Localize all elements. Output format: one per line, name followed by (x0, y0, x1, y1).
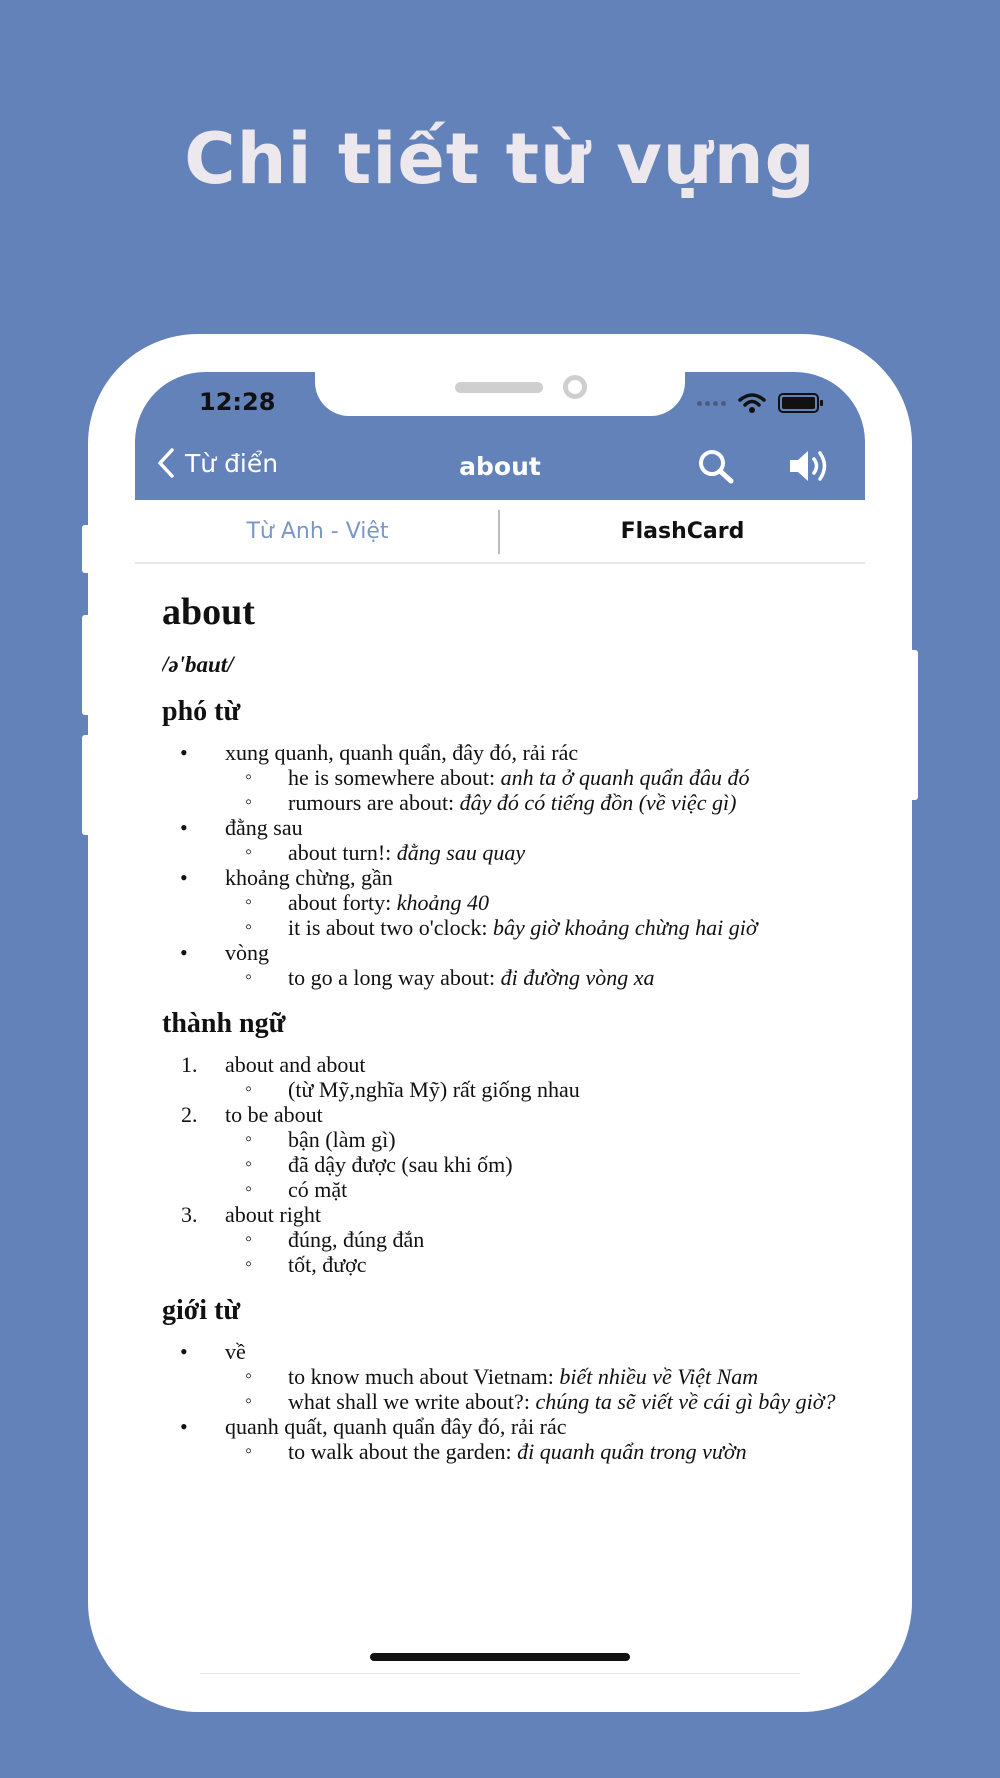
front-camera (563, 375, 587, 399)
example-en: about turn!: (288, 840, 397, 865)
sense-meaning: khoảng chừng, gần (225, 865, 393, 890)
navigation-bar (135, 434, 865, 500)
idiom-phrase: about and about (225, 1052, 366, 1077)
example-vi: đi đường vòng xa (500, 965, 655, 990)
app-screen (135, 372, 865, 1654)
idiom-meaning: ◦ tốt, được (225, 1252, 852, 1277)
pronounce-button[interactable] (787, 446, 833, 490)
example-item (225, 1439, 852, 1464)
example-en: to walk about the garden: (288, 1439, 518, 1464)
example-en: what shall we write about?: (288, 1389, 536, 1414)
example-vi: khoảng 40 (396, 890, 490, 915)
example-vi: đằng sau quay (396, 840, 526, 865)
speaker-grille (455, 382, 543, 393)
section-heading: phó từ (162, 696, 241, 727)
idiom-meaning: ◦ đã dậy được (sau khi ốm) (225, 1152, 852, 1177)
example-item (225, 1389, 852, 1414)
example-vi: đây đó có tiếng đồn (về việc gì) (459, 790, 737, 815)
idiom-number: 2. (181, 1102, 198, 1127)
back-label: Từ điển (185, 448, 279, 478)
entry-pronunciation: /ə'baut/ (162, 652, 234, 677)
example-en: to know much about Vietnam: (288, 1364, 560, 1389)
example-item (225, 840, 852, 865)
idiom-item (162, 1202, 852, 1277)
home-indicator[interactable] (370, 1653, 630, 1661)
example-en: he is somewhere about: (288, 765, 501, 790)
battery-icon (778, 392, 824, 414)
sense-meaning: về (225, 1339, 246, 1364)
sense-meaning: vòng (225, 940, 269, 965)
idiom-phrase: to be about (225, 1102, 323, 1127)
signal-icon (697, 401, 726, 406)
example-en: to go a long way about: (288, 965, 501, 990)
example-item (225, 790, 852, 815)
sense-list (162, 1339, 852, 1464)
idiom-meaning: ◦ bận (làm gì) (225, 1127, 852, 1152)
sense-item (162, 940, 852, 990)
example-vi: anh ta ở quanh quẩn đâu đó (500, 765, 750, 790)
example-item (225, 965, 852, 990)
example-item (225, 1364, 852, 1389)
phone-notch (315, 372, 685, 416)
status-icons (697, 390, 824, 416)
sense-item (162, 865, 852, 940)
definition-content[interactable] (162, 564, 852, 1604)
idiom-phrase: about right (225, 1202, 321, 1227)
tab-divider (498, 510, 500, 554)
top-bar (135, 372, 865, 500)
sense-item (162, 1339, 852, 1414)
example-en: rumours are about: (288, 790, 460, 815)
example-en: about forty: (288, 890, 397, 915)
idiom-meaning: ◦ (từ Mỹ,nghĩa Mỹ) rất giống nhau (225, 1077, 852, 1102)
nav-title-text: about (459, 452, 541, 481)
tab-en-vi[interactable]: Từ Anh - Việt (246, 518, 389, 544)
sense-list (162, 740, 852, 990)
example-en: it is about two o'clock: (288, 915, 493, 940)
promo-title: Chi tiết từ vựng (184, 118, 816, 200)
speaker-icon (787, 446, 833, 486)
example-vi: chúng ta sẽ viết về cái gì bây giờ? (535, 1389, 836, 1414)
sense-item (162, 815, 852, 865)
sense-item (162, 740, 852, 815)
entry-word: about (162, 591, 255, 633)
idiom-number: 3. (181, 1202, 198, 1227)
example-vi: đi quanh quẩn trong vườn (517, 1439, 747, 1464)
sense-meaning: quanh quất, quanh quẩn đây đó, rải rác (225, 1414, 567, 1439)
sense-meaning: xung quanh, quanh quẩn, đây đó, rải rác (225, 740, 579, 765)
example-item (225, 915, 852, 940)
chevron-left-icon (155, 446, 177, 480)
tab-flashcard[interactable]: FlashCard (620, 518, 745, 544)
status-time: 12:28 (199, 388, 276, 416)
sense-meaning: đằng sau (225, 815, 303, 840)
section-heading: giới từ (162, 1295, 241, 1326)
idiom-item (162, 1102, 852, 1202)
example-vi: bây giờ khoảng chừng hai giờ (493, 915, 758, 940)
example-item (225, 890, 852, 915)
idiom-meaning: ◦ có mặt (225, 1177, 852, 1202)
bottom-divider (200, 1673, 800, 1674)
example-vi: biết nhiều về Việt Nam (559, 1364, 759, 1389)
phone-frame (88, 334, 912, 1712)
tab-bar (135, 500, 865, 564)
idiom-list (162, 1052, 852, 1277)
idiom-meaning: ◦ đúng, đúng đắn (225, 1227, 852, 1252)
sense-item (162, 1414, 852, 1464)
example-item (225, 765, 852, 790)
wifi-icon (738, 392, 766, 414)
search-icon (697, 448, 735, 484)
section-heading: thành ngữ (162, 1008, 286, 1039)
idiom-number: 1. (181, 1052, 198, 1077)
search-button[interactable] (697, 448, 735, 488)
idiom-item (162, 1052, 852, 1102)
back-button[interactable] (155, 446, 278, 480)
